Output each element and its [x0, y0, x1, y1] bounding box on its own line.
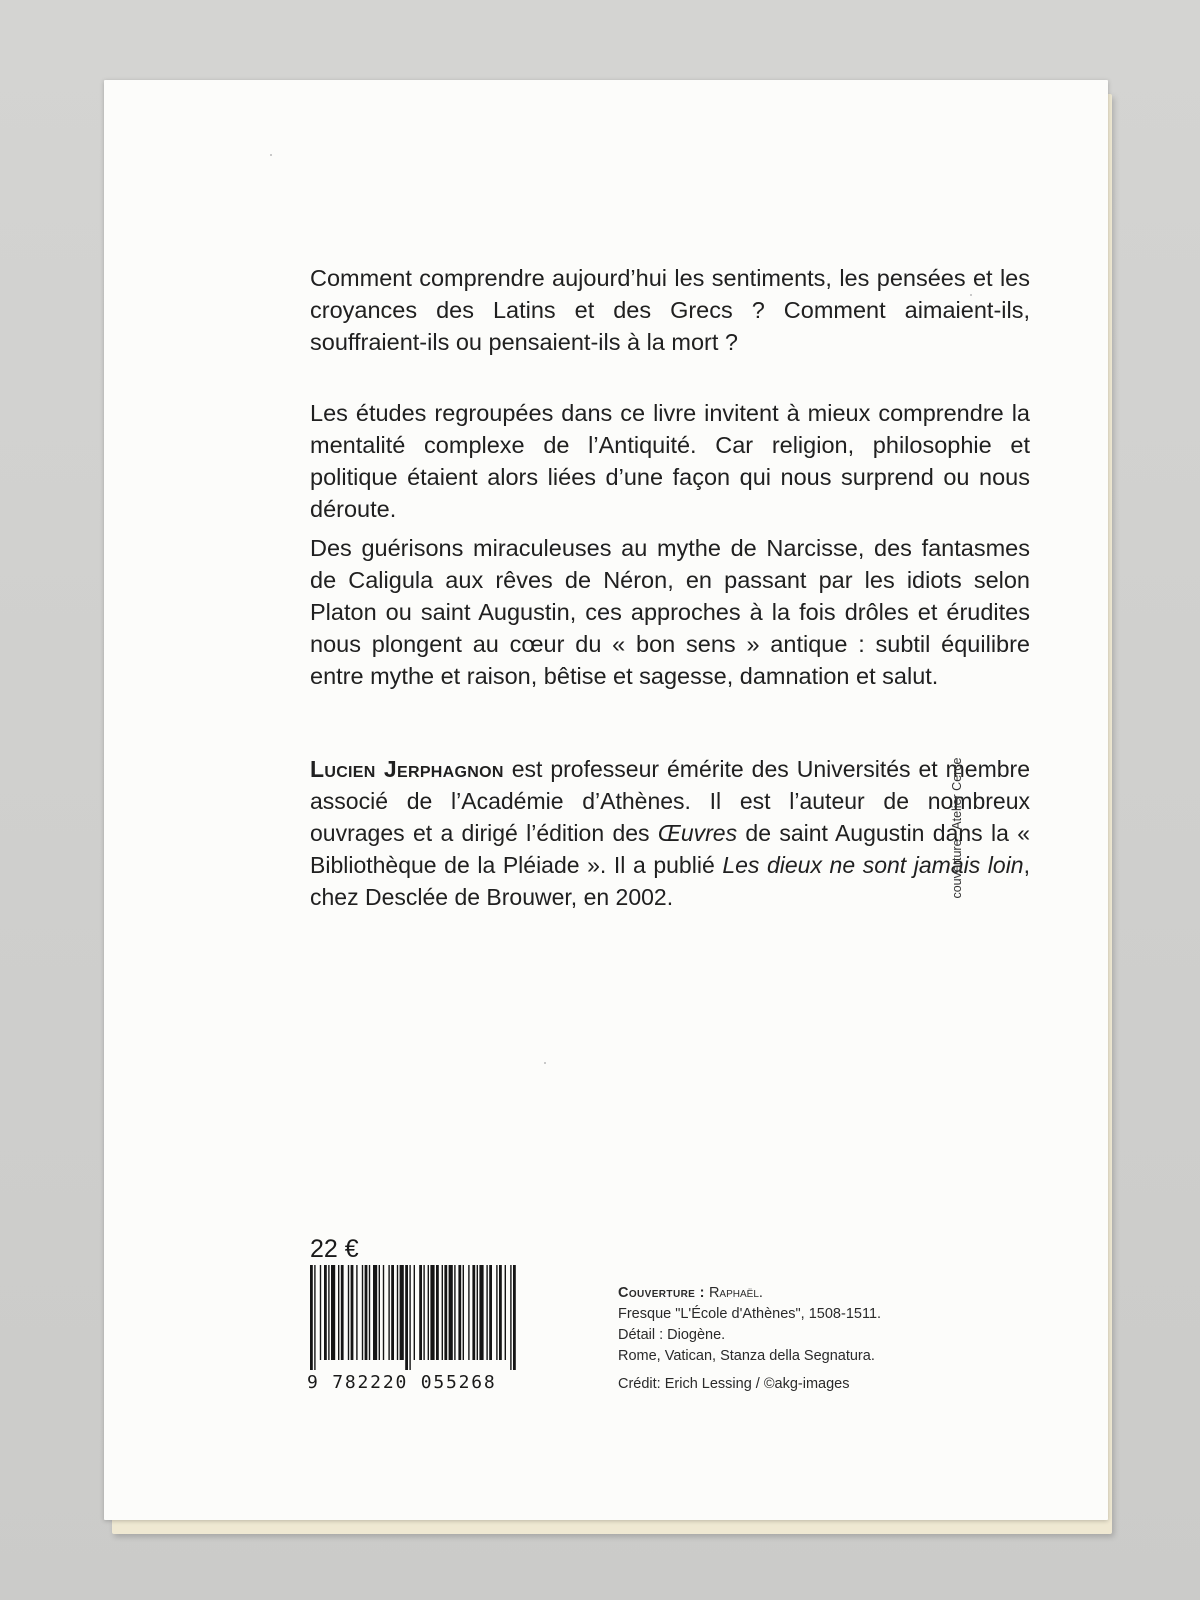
barcode-bar	[436, 1265, 439, 1360]
barcode-bar	[365, 1265, 368, 1360]
blurb-paragraph-3: Des guérisons miraculeuses au mythe de Narcisse, des fantasmes de Caligula aux rêves de Néron, en passant par les idiots selon Platon ou saint Augustin, ces approches à la fois drôles et érudites nous plongent au cœur du « bon sens » antique : subtil équilibre entre mythe et raison, bêtise et sagesse, damnation et salut.	[310, 535, 1030, 689]
book	[104, 80, 1114, 1530]
barcode-bar	[442, 1265, 443, 1360]
barcode-bar	[479, 1265, 483, 1360]
barcode-bar	[356, 1265, 357, 1360]
design-credit	[942, 743, 972, 913]
cover-credits-photo-credit: Crédit: Erich Lessing / ©akg-images	[618, 1376, 850, 1392]
barcode	[304, 1265, 524, 1370]
cover-credits-line-1	[618, 1283, 978, 1304]
barcode-bar	[419, 1265, 422, 1360]
barcode-bar	[348, 1265, 349, 1360]
paper-speck	[970, 294, 972, 296]
blurb-paragraph-1: Comment comprendre aujourd’hui les sentiments, les pensées et les croyances des Latins et des Grecs ? Comment aimaient-ils, souffraient-ils ou pensaient-ils à la mort ?	[310, 265, 1030, 355]
barcode-bar	[373, 1265, 377, 1360]
barcode-bar	[328, 1265, 329, 1360]
barcode-bar	[463, 1265, 464, 1360]
barcode-bar	[369, 1265, 370, 1360]
design-credit-text: couverture : Atelier Cerce	[950, 757, 964, 899]
barcode-bar	[486, 1265, 487, 1360]
barcode-bar	[499, 1265, 502, 1360]
cover-credits-artist: Raphaël.	[708, 1285, 763, 1301]
barcode-bar	[414, 1265, 415, 1360]
barcode-bar	[351, 1265, 354, 1360]
barcode-digits: 9 782220 055268	[307, 1372, 497, 1393]
barcode-bar	[405, 1265, 408, 1370]
barcode-bar	[331, 1265, 335, 1360]
barcode-bar	[383, 1265, 384, 1360]
price: 22 €	[310, 1235, 359, 1263]
author-bio-italic-1: Œuvres	[657, 820, 738, 846]
barcode-bar	[324, 1265, 327, 1360]
barcode-bar	[400, 1265, 404, 1360]
barcode-bar	[505, 1265, 506, 1360]
barcode-bar	[362, 1265, 363, 1360]
author-bio-italic-2: Les dieux ne sont jamais loin	[722, 852, 1024, 878]
author-bio-text-1: est professeur émérite des Universités et membre associé de l’Académie d’Athènes. Il est l’auteur de nombreux ouvrages et a dirigé l’édition des	[310, 756, 1030, 846]
cover-credits-label: Couverture :	[618, 1285, 705, 1301]
barcode-bar	[391, 1265, 394, 1360]
barcode-bar	[338, 1265, 339, 1360]
barcode-bar	[468, 1265, 469, 1360]
barcode-bar	[472, 1265, 475, 1360]
author-bio-text-3: , chez Desclée de Brouwer, en 2002.	[310, 852, 1030, 910]
barcode-bar	[477, 1265, 478, 1360]
barcode-bar	[449, 1265, 453, 1360]
barcode-bar	[430, 1265, 434, 1360]
paper-speck	[270, 154, 272, 156]
blurb-paragraph-2: Les études regroupées dans ce livre invitent à mieux comprendre la mentalité complexe de l’Antiquité. Car religion, philosophie et politique étaient alors liées d’une façon qui nous surprend ou nous déroute.	[310, 400, 1030, 522]
author-name: Lucien Jerphagnon	[310, 756, 504, 782]
barcode-bar	[379, 1265, 380, 1360]
barcode-bar	[489, 1265, 492, 1360]
barcode-bar	[341, 1265, 344, 1360]
barcode-bar	[397, 1265, 398, 1360]
cover-credits-line-2: Fresque "L'École d'Athènes", 1508-1511.	[618, 1306, 882, 1322]
barcode-bar	[388, 1265, 389, 1360]
barcode-bar	[320, 1265, 321, 1360]
author-bio-text-2: de saint Augustin dans la « Bibliothèque de la Pléiade ». Il a publié	[310, 820, 1031, 878]
cover-credits-line-4: Rome, Vatican, Stanza della Segnatura.	[618, 1348, 875, 1364]
barcode-bar	[458, 1265, 461, 1360]
barcode-bar	[510, 1265, 511, 1370]
barcode-bar	[444, 1265, 447, 1360]
barcode-bar	[428, 1265, 429, 1360]
barcode-bar	[310, 1265, 313, 1370]
back-cover	[104, 80, 1108, 1520]
paper-speck	[544, 1062, 546, 1064]
barcode-bar	[513, 1265, 516, 1370]
cover-credits-line-3: Détail : Diogène.	[618, 1327, 726, 1343]
barcode-bar	[496, 1265, 497, 1360]
barcode-bar	[409, 1265, 410, 1370]
barcode-bar	[314, 1265, 315, 1370]
barcode-bar	[423, 1265, 424, 1360]
cover-credits	[618, 1283, 978, 1395]
author-bio	[310, 753, 1030, 913]
barcode-bar	[454, 1265, 455, 1360]
